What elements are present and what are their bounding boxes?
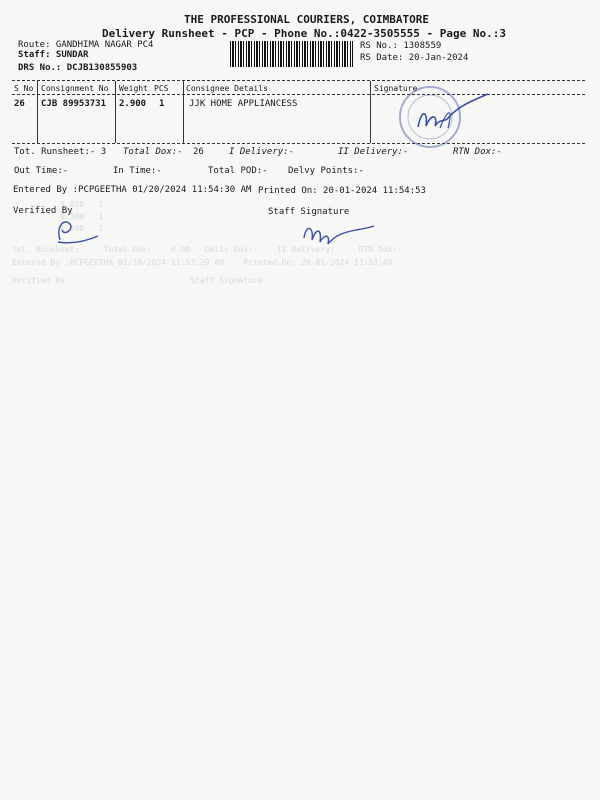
drs-number: DRS No.: DCJB130855903 — [18, 63, 138, 73]
barcode — [230, 41, 353, 67]
cell-consignment: CJB 89953731 — [41, 99, 107, 109]
company-stamp-with-signature — [388, 82, 498, 152]
total-dox-label: Total Dox:- — [123, 147, 183, 157]
runsheet-title: Delivery Runsheet - PCP - Phone No.:0422-3505555 - Page No.:3 — [102, 27, 506, 40]
table-bottom-rule — [12, 143, 585, 144]
cell-consignee: JJK HOME APPLIANCESS — [189, 99, 298, 109]
staff-signature-label: Staff Signature — [268, 207, 350, 217]
first-delivery: I Delivery:- — [229, 147, 295, 157]
route-label: Route: GANDHIMA NAGAR PC4 — [18, 40, 154, 50]
in-time: In Time:- — [113, 166, 162, 176]
table-top-rule — [12, 80, 585, 81]
column-header-weight: Weight — [119, 84, 148, 93]
verified-by-label: Verified By — [13, 206, 73, 216]
delivery-runsheet: 3.850 1 0.300 1 0.300 1 Tot. Runsheet:- Total Dox:- 0.00 Deliv Dox:- II Delivery:- RTN Dox:- Entered By :PCPGEETHA 01/20/2024 11:53:29 AM Printed On: 20-01-2024 11:53:49 Verified By Staff Signature THE PROFESSIONAL COURIERS, COIMBATORE Delivery Runsheet - PCP - Phone No.:0422-3505555 - Page No.:3 Route: GANDHIMA NAGAR PC4 Staff: SUNDAR DRS No.: DCJB130855903 RS No.: 1308559 RS Date: 20-Jan-2024 S No Consignment No Weight PCS Consignee Details Signature 26 CJB 89953731 2.900 1 JJK HOME APPLIANCESS Tot. Runsheet:- 3 Total Dox:- 26 I Delivery:- II Delivery:- RTN Dox:- Out Time:- In Time:- Total POD:- Delvy Points:- Entered By :PCPGEETHA 01/20/2024 11:54:30 AM Printed On: 20-01-2024 11:54:53 Verified By Staff Signature — [0, 0, 600, 800]
entered-by: Entered By :PCPGEETHA 01/20/2024 11:54:30 AM — [13, 185, 252, 195]
staff-label: Staff: SUNDAR — [18, 50, 89, 60]
rs-number: RS No.: 1308559 — [360, 41, 442, 51]
company-name: THE PROFESSIONAL COURIERS, COIMBATORE — [184, 13, 430, 26]
column-header-consignee: Consignee Details — [186, 84, 268, 93]
column-divider — [37, 81, 38, 143]
verifier-signature — [50, 214, 110, 246]
total-pod: Total POD:- — [208, 166, 268, 176]
column-header-pcs: PCS — [154, 84, 169, 93]
cell-sno: 26 — [14, 99, 25, 109]
rtn-dox: RTN Dox:- — [453, 147, 502, 157]
second-delivery: II Delivery:- — [338, 147, 409, 157]
column-divider — [370, 81, 371, 143]
column-header-consignment: Consignment No — [41, 84, 109, 93]
column-header-signature: Signature — [374, 84, 418, 93]
column-divider — [183, 81, 184, 143]
staff-signature-mark — [296, 216, 376, 252]
column-divider — [115, 81, 116, 143]
delivery-points: Delvy Points:- — [288, 166, 364, 176]
column-header-sno: S No — [14, 84, 34, 93]
table-header-rule — [12, 94, 585, 95]
total-runsheet: Tot. Runsheet:- 3 — [14, 147, 107, 157]
out-time: Out Time:- — [14, 166, 69, 176]
cell-weight: 2.900 — [119, 99, 147, 109]
printed-on: Printed On: 20-01-2024 11:54:53 — [258, 186, 426, 196]
rs-date: RS Date: 20-Jan-2024 — [360, 53, 469, 63]
cell-pcs: 1 — [159, 99, 165, 109]
total-dox-value: 26 — [193, 147, 204, 157]
